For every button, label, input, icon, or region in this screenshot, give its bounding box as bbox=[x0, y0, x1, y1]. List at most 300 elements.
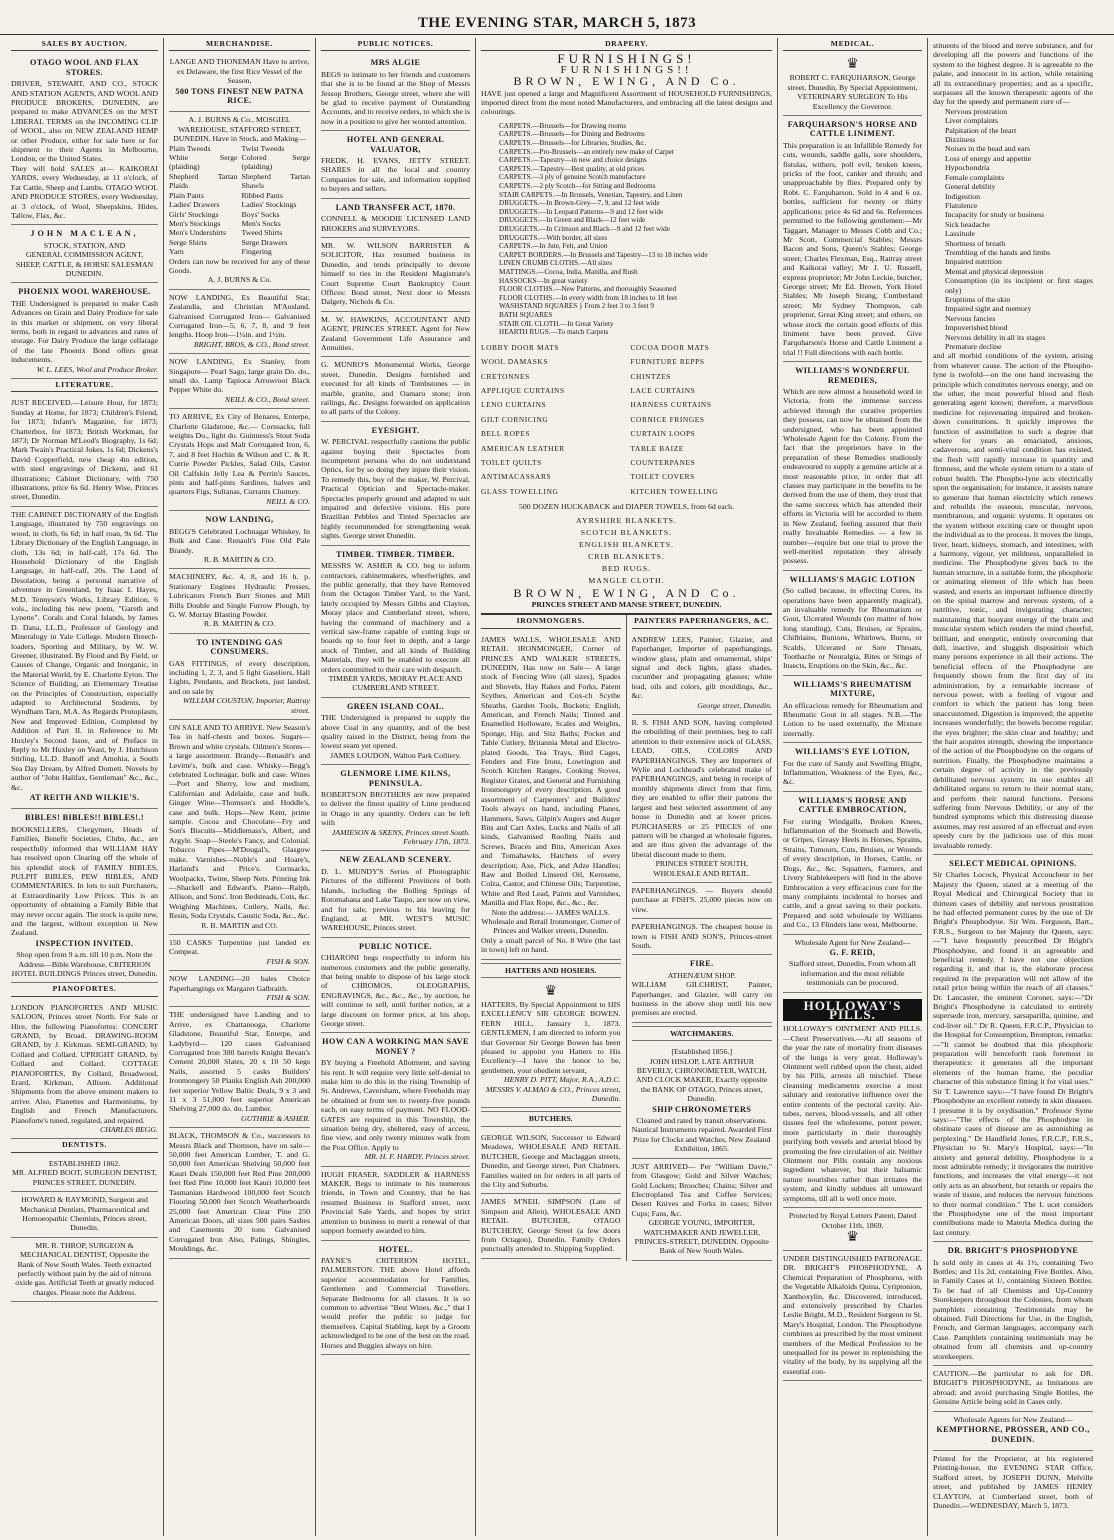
ad-body: CONNELL & MOODIE LICENSED LAND BROKERS and SURVEYORS. bbox=[321, 214, 470, 233]
ad-title: DR. BRIGHT'S PHOSPHODYNE bbox=[947, 1246, 1079, 1256]
ad-title: WILLIAMS'S MAGIC LOTION bbox=[789, 574, 916, 584]
ad-body: 150 CASKS Turpentine just landed ex Compeat. bbox=[169, 937, 310, 957]
ad-cabinet-dictionary bbox=[11, 507, 158, 810]
ad-line: 500 DOZEN HUCKABACK and DIAPER TOWELS, from 6d each. bbox=[519, 502, 734, 512]
ailments-list bbox=[945, 107, 1093, 352]
list-item: DRUGGETS.—In Green and Black—12 feet wide bbox=[499, 216, 646, 225]
list-item: Yarn bbox=[169, 247, 184, 257]
ad-signature: WILLIAM COUSTON, Importer, Rattray street. bbox=[183, 696, 310, 715]
section-medical: MEDICAL. bbox=[783, 38, 922, 51]
list-item: TOILET COVERS bbox=[630, 472, 695, 482]
column-4-5 bbox=[476, 38, 778, 1536]
ad-fish-and-son bbox=[632, 715, 773, 883]
list-item: Dizziness bbox=[945, 135, 976, 145]
list-item: BELL ROPES bbox=[481, 429, 531, 439]
list-item: Impaired sight and memory bbox=[945, 304, 1032, 314]
ad-signature: GEORGE YOUNG, IMPORTER, WATCHMAKER AND JEWELLER, PRINCES-STREET, DUNEDIN. Opposite Bank of New South Wales. bbox=[634, 1218, 769, 1256]
list-item: Mental and physical depression bbox=[945, 266, 1044, 276]
ad-line: DUNEDIN. bbox=[65, 268, 104, 278]
ad-black-thomson bbox=[169, 1128, 310, 1258]
ad-body: LANGE AND THONEMAN Have to arrive, ex Delaware, the first Rice Vessel of the Season, bbox=[169, 57, 310, 86]
list-item: Colored Serge (plaiding) bbox=[241, 153, 310, 172]
ad-body: They will hold SALES at— KAIKORAI YARDS, every Wednesday, at 11 o'clock, of Fat Cattle, Sheep and Lambs. OTAGO WOOL AND PRODUCE STORES, every Wednesday, at 3 o'clock, of Wool, Sheepskins, Hides, Tallow, Flax, &c. bbox=[11, 163, 158, 220]
ad-george-young bbox=[632, 1159, 773, 1261]
ad-body: MACHINERY, &c. 4, 8, and 16 h. p. Stationary Engines Hydraulic Presses, Lubricators French Burr Stones and Mill Bills Double and Single Furrow Plough, by G. W. Murray Blasting Powder. bbox=[169, 572, 310, 619]
royal-crest-icon: ♛ bbox=[846, 1229, 859, 1245]
ad-beggs-whiskey bbox=[169, 511, 310, 569]
list-item: Nervous prostration bbox=[945, 106, 1008, 116]
list-item: CORNICE FRINGES bbox=[630, 414, 705, 424]
ad-just-received bbox=[11, 395, 158, 506]
ad-signature: BRIGHT, BROS, & CO., Bond street. bbox=[193, 339, 310, 349]
list-item: ENGLISH BLANKETS. bbox=[579, 539, 674, 549]
list-item: Shepherd Tartan Plaids bbox=[169, 171, 238, 191]
list-item: FLOOR CLOTHS.—In every width from 18 inches to 18 feet bbox=[499, 293, 678, 302]
list-item: Men's Socks bbox=[241, 218, 281, 228]
ad-title: HOTEL. bbox=[378, 1244, 413, 1254]
ad-machinery bbox=[169, 569, 310, 633]
ad-title: OTAGO WOOL AND FLAX STORES. bbox=[30, 58, 139, 77]
list-item: TOILET QUILTS bbox=[481, 457, 542, 467]
ad-title: HOW CAN A WORKING MAN SAVE MONEY ? bbox=[322, 1037, 469, 1056]
ad-james-walls bbox=[481, 632, 621, 960]
ad-hawkins bbox=[321, 312, 470, 358]
list-item: WOOL DAMASKS bbox=[481, 357, 549, 367]
ad-now-landing-neill bbox=[169, 354, 310, 409]
column-7 bbox=[928, 38, 1098, 1536]
ad-body: For the cure of Sandy and Swelling Blight, Inflammation, Weakness of the Eyes, &c., &c. bbox=[783, 758, 922, 787]
list-item: Female complaints bbox=[945, 172, 1005, 182]
list-item: TABLE BAIZE bbox=[630, 443, 684, 453]
list-item: Ladies' Stockings bbox=[241, 200, 297, 210]
list-item: CARPET BORDERS.—In Brussels and Tapestry—13 to 18 inches wide bbox=[499, 250, 708, 259]
list-item: CARPETS.—Brussels—for Libraries, Studies, &c. bbox=[499, 139, 647, 148]
list-item: GILT CORNICING bbox=[481, 414, 549, 424]
ad-paperhangings-1 bbox=[632, 883, 773, 919]
list-item: Hypochondria bbox=[945, 163, 990, 173]
list-item: MATTINGS.—Cocoa, India, Manilla, and Rush bbox=[499, 267, 638, 276]
ad-now-landing-bright bbox=[169, 290, 310, 354]
ad-body: Shop open from 9 a.m. till 10 p.m. Note the Address—Bible Warehouse, CRITERION HOTEL BUILDINGS Princes street, Dunedin. bbox=[11, 950, 158, 978]
list-item: LACE CURTAINS bbox=[630, 385, 696, 395]
list-item: Trembling of the hands and limbs bbox=[945, 247, 1051, 257]
list-item: FLOOR CLOTHS.—New Patterns, and thoroughly Seasoned bbox=[499, 285, 677, 294]
section-literature: LITERATURE. bbox=[11, 379, 158, 392]
ad-title: WILLIAMS'S WONDERFUL REMEDIES, bbox=[795, 366, 910, 385]
ad-title: PUBLIC NOTICE. bbox=[359, 941, 432, 951]
ad-body: THE CABINET DICTIONARY of the English Language, illustrated by 750 engravings on wood, in cloth, 6s 6d; in half roan, 9s 6d. The Library Dictionary of the English Language, in cloth, 13s 6d; in half-calf, 17s 6d. The Household Dictionary of the English Language, in half-calf, 20s. The Land of Desolation, being a personal narrative of adventure in Greenland, by Isaac I. Hayes, M.D. Tennyson's Works, Library Edition, 6 vols., including his new poem, "Gareth and Lynette". Corals and Coral Islands, by James D. Dana, LL.D., Professor of Geology and Mineralogy in Yale College. Modern Breech-loaders, Sporting and Military, by W. W. Greener, illustrated. By Flood and By Field, or Causes of Change, Organic and Inorganic, in the Material World, by E. Charlotte Eyton. The Science of Building, an Elementary Treatise on the Principles of Construction, especially adapted to Architectural Students, by Wyndham Tarn, M.A. As Regards Protoplasm, New and Improved Edition, Completed by Addition of Part II. in Reference to Mr Huxley's Second Issue, and of Preface in Reply to Mr Huxley on Yeast, by J. Hutchison Stirling, LL.D. Banoff and Amohia, a South Sea Day Dream, by Alfred Domett. Novels by author of "John Halifax, Gentleman" &c., &c., &c. bbox=[11, 509, 159, 792]
list-item: WASHSTAND SQUARES } From 2 feet 3 to 3 feet 9 bbox=[499, 302, 654, 311]
ad-title: KEMPTHORNE, PROSSER, AND CO., DUNEDIN. bbox=[936, 1425, 1090, 1444]
ad-title: SELECT MEDICAL OPINIONS. bbox=[949, 858, 1077, 868]
holloways-logo: HOLLOWAY'S PILLS. bbox=[783, 999, 922, 1022]
section-butchers: BUTCHERS. bbox=[481, 1111, 621, 1126]
ad-mrs-algie bbox=[321, 54, 470, 131]
ad-holloways bbox=[783, 993, 922, 1209]
ad-guthrie-asher bbox=[169, 1007, 310, 1128]
ad-signature: CHARLES BEGG. bbox=[99, 1125, 158, 1135]
ad-body: MR. ALFRED BOOT, SURGEON DENTIST, PRINCES STREET, DUNEDIN. bbox=[11, 1168, 158, 1187]
list-item: CARPETS.—Brussels—for Dining and Bedrooms bbox=[499, 130, 645, 139]
ad-body: CHIARONI begs respectfully to inform his numerous customers and the public generally, that being unable to dispose of his large stock of CHROMOS, OLEOGRAPHS, ENGRAVINGS, &c., &c., &c., by auction, he will continue to sell, until further notice, at a large discount on former price, at his shop, George street. bbox=[321, 953, 470, 1028]
ad-title: NEW ZEALAND SCENERY. bbox=[339, 855, 452, 865]
list-item: CARPETS.—Tapestry—in new and choice designs bbox=[499, 156, 647, 165]
list-item: DRUGGETS.—In Leopard Patterns—9 and 12 feet wide bbox=[499, 207, 664, 216]
ad-signature: R. B. MARTIN and CO. bbox=[201, 920, 278, 930]
ad-fire-gilchrist bbox=[632, 955, 773, 1022]
list-item: Sick headache bbox=[945, 219, 990, 229]
ad-title: FIRE. bbox=[689, 959, 714, 969]
goods-list bbox=[169, 144, 310, 257]
list-item: Nervous fancies bbox=[945, 313, 996, 323]
list-item: Palpitation of the heart bbox=[945, 125, 1017, 135]
ad-timber bbox=[321, 546, 470, 698]
list-item: GLASS TOWELLING bbox=[481, 486, 559, 496]
list-item: Men's Undershirts bbox=[169, 228, 227, 238]
ad-medical-opinions bbox=[933, 855, 1093, 1242]
list-item: AYRSHIRE BLANKETS. bbox=[576, 515, 677, 525]
list-item: SCOTCH BLANKETS. bbox=[580, 527, 673, 537]
list-item: DRUGGETS.—With border, all sizes bbox=[499, 233, 608, 242]
ad-munro-monumental bbox=[321, 357, 470, 421]
ad-title: GREEN ISLAND COAL. bbox=[346, 701, 445, 711]
ad-signature: GUTHRIE & ASHER. bbox=[241, 1113, 310, 1123]
ad-signature: NEILL & CO., Bond street. bbox=[224, 394, 310, 404]
ad-firm-name: BROWN, EWING, AND Co. bbox=[513, 585, 740, 600]
list-item: Serge Drawers bbox=[241, 237, 288, 247]
list-item: Shepherd Tartan Shawls bbox=[241, 171, 310, 191]
ad-body: HOWARD & RAYMOND, Surgeon and Mechanical Dentists, Pharmaceutical and Homoeopathic Chemists, Princes street, Dunedin. bbox=[19, 1195, 150, 1233]
list-item: Men's Stockings bbox=[169, 218, 221, 228]
list-item: COUNTERPANES bbox=[630, 457, 696, 467]
ad-hotel-valuator bbox=[321, 131, 470, 198]
list-item: APPLIQUE CURTAINS bbox=[481, 385, 565, 395]
ad-title: GLENMORE LIME KILNS, PENINSULA. bbox=[340, 769, 451, 788]
ad-signature: George street, Dunedin. bbox=[697, 700, 772, 710]
section-ironmongers: IRONMONGERS. bbox=[481, 615, 621, 628]
ad-body: W. PERCIVAL respectfully cautions the public against buying their Spectacles from incompetent persons who do not understand Optics, for by so doing they injure their vision. To remedy this, buy of the maker, W. Percival, Practical Optician and Spectacle-maker. Spectacles properly ground and adapted to suit impaired and defective visions. His pure Brazilian Pebbles and Tinted Spectacles are highly recommended for strengthening weak sights. George street Dunedin. bbox=[321, 437, 470, 541]
ad-title: HOTEL AND GENERAL VALUATOR, bbox=[346, 135, 445, 154]
ad-line: ESTABLISHED 1862. bbox=[48, 1158, 121, 1168]
ad-body: (So called because, in effecting Cures, its operations have been apparently magical), an invaluable remedy for Rheumatism or Gout, Ulcerated Wounds (no matter of how long standing), Cuts, Bruises, or Sprains, Chilblains, Bunions, Whitlows, Burns, or Scalds, Ulcerated or Sore Throats, Toothache or Neuralgia, Bites or Stings of Insects, Eruptions on the Skin, &c., &c. bbox=[783, 586, 922, 671]
ad-body: WILLIAM GILCHRIST, Painter, Paperhanger, and Glazier, will carry on business in the above shop until his new premises are erected. bbox=[631, 980, 772, 1018]
ad-signature: AT REITH AND WILKIE'S. bbox=[29, 793, 140, 803]
list-item: Premature decline bbox=[945, 342, 1002, 351]
list-item: Girls' Stockings bbox=[169, 209, 219, 219]
royal-crest-icon: ♛ bbox=[544, 984, 558, 999]
ad-land-transfer bbox=[321, 199, 470, 238]
ad-signature: JAMIESON & SKENS, Princes street South. February 17th, 1873. bbox=[331, 827, 470, 847]
ad-paperhangings-fish bbox=[169, 971, 310, 1007]
list-item: Nervous debility in all its stages bbox=[945, 332, 1046, 342]
ad-line: STOCK, STATION, AND bbox=[43, 240, 126, 250]
ad-rheumatism-mixture bbox=[783, 676, 922, 743]
ad-title: EYESIGHT. bbox=[371, 425, 420, 435]
ad-body: NOW LANDING—20 bales Choice Paperhangings ex Margaret Galbraith. bbox=[169, 974, 310, 993]
ad-body: THE Undersigned is prepared to make Cash Advances on Grain and Dairy Produce for sale in this market or shipment, on very liberal terms, both in regard to advances and rates of storage. For Dairy Produce the large cellarage of the late Phoenix Bond offers great inducements. bbox=[11, 298, 158, 365]
ad-to-arrive-neill bbox=[169, 409, 310, 511]
list-item: Lassitude bbox=[945, 229, 975, 239]
list-item: HASSOCKS—In great variety bbox=[499, 276, 588, 285]
ad-horse-embrocation bbox=[783, 792, 922, 935]
ad-body: Which are now almost a household word in Victoria, from the immense success achieved through the curative properties they possess, can now be obtained from the undersigned, who has been appointed Wholesale Agent for the Colony. From the fact that the proprietors have in the preparation of these Remedies studiously endeavoured to supply a genuine article at a most reasonable price, in order that all classes may participate in the benefits to be derived from the use of them, they trust that the same success which has attended their efforts in Victoria will be accorded to them in New Zealand, feeling assured that their really Invaluable Remedies — a few in number—require but one trial to prove the well-merited reputation they already possess. bbox=[783, 387, 922, 566]
blanket-lines bbox=[481, 515, 772, 587]
list-item: BATH SQUARES bbox=[499, 310, 553, 319]
column-4 bbox=[476, 615, 627, 1260]
ad-heading: FURNISHINGS! bbox=[557, 51, 696, 67]
ad-howard-raymond bbox=[11, 1192, 158, 1238]
section-dentists: DENTISTS. bbox=[11, 1139, 158, 1152]
carpet-list bbox=[499, 122, 772, 337]
list-item: Eruptions of the skin bbox=[945, 294, 1011, 304]
ad-john-hislop bbox=[632, 1044, 773, 1158]
list-item: LOBBY DOOR MATS bbox=[481, 342, 560, 352]
ad-magic-lotion bbox=[783, 571, 922, 676]
ad-body: ROBERTSON BROTHERS are now prepared to deliver the finest quality of Lime produced in Otago in any quantity. Orders can be left with bbox=[321, 790, 470, 828]
ad-signature: HENRY D. PITT, Major, R.A., A.D.C. MESSRS V. ALMAO & CO., Princes street, Dunedin. bbox=[485, 1075, 621, 1104]
ad-title: FARQUHARSON'S HORSE AND CATTLE LINIMENT. bbox=[787, 120, 918, 139]
section-public-notices: PUBLIC NOTICES. bbox=[321, 38, 470, 51]
column-5 bbox=[627, 615, 778, 1260]
list-item: General debility bbox=[945, 182, 996, 192]
ad-body: Cleaned and rated by transit observations. Nautical Instruments repaired. Awarded First Prize for Clocks and Watches, New Zealand Exhibition, 1865. bbox=[631, 1116, 772, 1154]
ad-title: LAND TRANSFER ACT, 1870. bbox=[335, 202, 456, 212]
list-item: CARPETS.—Tapestry—Best quality, at old prices bbox=[499, 164, 645, 173]
ad-body: NOW LANDING, Ex Beautiful Star, Zealandia, and Christian M'Ausland. Galvanised Corrugated Iron— Galvanised Corrugated Iron—5, 6, 7, 8, and 9 feet lengths. Hoop Iron—1¼in. and 1½in. bbox=[169, 292, 310, 340]
ad-title: WILLIAMS'S RHEUMATISM MIXTURE, bbox=[793, 679, 912, 699]
list-item: MANGLE CLOTH. bbox=[588, 575, 665, 585]
ad-firm-name: BROWN, EWING, AND Co. bbox=[513, 74, 740, 89]
list-item: AMERICAN LEATHER bbox=[481, 443, 565, 453]
ad-title: BIBLES! BIBLES!! BIBLES!.! bbox=[25, 813, 144, 823]
ad-alfred-boot bbox=[11, 1156, 158, 1192]
ad-body: ON SALE AND TO ARRIVE. New Season's Tea in half-chests and boxes. Sugars—Brown and white crystals. Oilmen's Stores—a large assortment. Brandy—Renault's and Levitte's, bulk and case. Whisky—Begg's celebrated Lochnagar, bulk and case. Wines—Port and Sherry, low and medium, Californian and Adelaide, case and bulk. Ginger Wine—Thomson's and Hoddle's, case and bulk. Hops—New Kent, prime sample. Cocoa and Chocolate—Fry and Son's Biscuits—Middlemass's, Albert, and Argyle. Soap—Steele's Fancy, and Colonial. Tobacco Pipes—M'Dougal's, Glasgow make. Varnishes—Noble's and Hoare's, Harland's and Price's. Cornsacks, Woolpacks, Twine, Sheep Nets. Printing Ink—Shackell and Edward's. Piano—Ralph, Allison, and Sons'. Iron Bedsteads, Cots, &c. Weighing Machines, Cutlery, Nails, &c. Resin, Soda Crystals, Caustic Soda, &c., &c. bbox=[169, 723, 310, 921]
list-item: Liver complaints bbox=[945, 116, 999, 126]
ad-body: MESSRS W. ASHER & CO. beg to inform contractors, cabinetmakers, wheelwrights, and the public generally, that they have Removed from the Octagon Timber Yard, to the Yard, lately occupied by Messrs Gibbs and Clayton, Moray place and Cumberland street, where, having the command of machinery and a vertical saw-frame capable of cutting logs or boards up to four feet in depth, and a large stock of Timber, and all kinds of Building Materials, they will be enabled to execute all orders committed to their care with despatch. bbox=[321, 561, 470, 674]
list-item: CRETONNES bbox=[481, 371, 530, 381]
ad-body: BOOKSELLERS, Clergymen, Heads of Families, Benefit Societies, Clubs, &c., are respectfully informed that WILLIAM HAY has resolved upon Clearing off the whole of his splendid stock of FAMILY BIBLES, PULPIT BIBLES, PEW BIBLES, AND COMMENTARIES. In lots to suit Purchasers, at Extraordinarily Low Prices. This is an opportunity of obtaining a Family Bible that may never occur again. The stock is quite new, and the largest, without exception in New Zealand. bbox=[11, 824, 158, 938]
list-item: CRIB BLANKETS. bbox=[588, 551, 665, 561]
ad-wilson-barrister bbox=[321, 238, 470, 312]
list-item: KITCHEN TOWELLING bbox=[630, 486, 719, 496]
list-item: LINEN CRUMB CLOTHS.—All sizes bbox=[499, 259, 613, 268]
ad-farquharson-liniment bbox=[783, 116, 922, 362]
ad-body: HOLLOWAY'S OINTMENT AND PILLS.—Chest Preservatives.—At all seasons of the year the rate of mortality from diseases of the lungs is very great. Holloway's Ointment well rubbed upon the chest, aided by his Pills, arrests all mischief. These cleansing medicaments exercise a most salutary and restorative influence over the entire contents of the pectoral cavity. Air-tubes, nerves, blood-vessels, and all other tissues feel the wholesome, potent power, more particularly in their thoroughly purifying both vessels and arterial blood by promoting the free circulation of air. Neither Ointment nor Pills contain any noxious ingredient whatever, but their balsamic nature nourishes rather than irritates the system, and kindly subdues all untoward symptoms, till all is well once more. bbox=[783, 1024, 922, 1203]
ad-royal-patent bbox=[783, 1208, 922, 1251]
ad-signature: Note the address:— JAMES WALLS. Wholesale and Retail Ironmonger, Corner of Princes and Walker streets, Dunedin. bbox=[481, 907, 621, 936]
list-item: Plain Pants bbox=[169, 190, 204, 200]
list-item: White Serge (plaiding) bbox=[169, 153, 238, 172]
ad-body: JOHN HISLOP, LATE ARTHUR BEVERLY, CHRONOMETER, WATCH, AND CLOCK MAKER, Exactly opposite the BANK OF OTAGO, Princes street, Dunedin. bbox=[636, 1056, 768, 1104]
ad-phoenix-wool bbox=[11, 283, 158, 379]
ad-otago-wool-stores bbox=[11, 54, 158, 225]
ad-body: Sir Charles Locock, Physical Accoucheur to her Majesty the Queen, stated at a meeting of the Royal Medical and Chirurgical Society that in thirteen cases of debility and nervous prostration he had effected permanent cures by the use of Dr Bright's Phosphodyne. Sir Wm. Ferguson, Bart., F.R.S., Surgeon to her Majesty the Queen, says:—"I have frequently prescribed Dr Bright's Phosphodyne, and found it an agreeable and beneficial remedy. I have not one objection regarding it, and that is, the elaborate process required in the preparation will not allow of the retail price being within the reach of all classes." Dr. Lancaster, the eminent Coroner, says:—"Dr Bright's Phosphodyne is calculated to entirely supersede iron, mercury, sarsaparilla, quinine, and cod-liver oil." Dr R. Queen, F.R.C.P., Physician to the Hospital for Consumption, Brompton, remarks:—"It cannot be doubted that this phosphoric preparation will henceforth rank foremost in therapeutics: it generates all the important elements of the human frame, the peculiar character of this substance fitting it for vital uses." Sir T. Lawrence says:—"I have found Dr Bright's Phosphodyne an excellent remedy in skin diseases. I presume it is by oxydisation." Professor Syme says:—"The effects of the Phosphodyne in obstinate cases of disease are as astonishing as perplexing." Dr Handfield Jones, F.R.C.P., F.R.S., Physician to St. Mary's Hospital, says:—"In anxiety and general debility, Phosphodyne is a most admirable remedy; it invigorates the nutritive functions, and increases the vital energy—it not only acts as an absorbent, but retards or repairs the waste of tissue, and reduces the nervous functions to their normal condition." The L ucet considers the Phosphodyne one of the most important contributions made to Materia Medica during the last century. bbox=[933, 870, 1093, 1237]
section-merchandise: MERCHANDISE. bbox=[169, 38, 310, 51]
ad-on-sale-martin bbox=[169, 720, 310, 935]
ad-gf-reid bbox=[783, 935, 922, 993]
list-item: STAIR CARPETS.—In Brussels, Venetian, Tapestry, and Linen bbox=[499, 190, 683, 199]
ad-paperhangings-2 bbox=[632, 919, 773, 955]
ad-signature: W. L. LEES, Wool and Produce Broker. bbox=[36, 364, 158, 374]
ad-hatters bbox=[481, 981, 621, 1108]
ad-line: Wholesale Agents for New Zealand— bbox=[953, 1414, 1073, 1424]
ad-signature: FISH & SON. bbox=[266, 992, 310, 1002]
ad-title: TO INTENDING GAS CONSUMERS. bbox=[196, 637, 283, 657]
list-item: CARPETS.—In Jute, Felt, and Union bbox=[499, 242, 608, 251]
ad-signature: MR. H. F. HARDY, Princes street. bbox=[364, 1152, 470, 1162]
list-item: STAIR OIL CLOTH.—In Great Variety bbox=[499, 319, 614, 328]
ad-title: G. F. REID, bbox=[829, 947, 876, 957]
drapery-block bbox=[476, 38, 777, 615]
ad-lange-thoneman bbox=[169, 54, 310, 112]
ad-throp bbox=[11, 1238, 158, 1302]
ad-body: MR. R. THROP, SURGEON & MECHANICAL DENTIST, Opposite the Bank of New South Wales. Teeth extracted perfectly without pain by the aid of nitrous oxide gas. Artificial Teeth at greatly reduced charges. Please note the Address. bbox=[15, 1240, 154, 1297]
ad-body: HATTERS, By Special Appointment to HIS EXCELLENCY SIR GEORGE BOWEN. FERN HILL, January 1, 1873. GENTLEMEN, I am directed to inform you that Governor Sir George Bowen has been pleased to appoint you Hatters to His Excellency—I have the honor to be, gentlemen, your obedient servant, bbox=[481, 1000, 621, 1075]
ad-heading: FURNISHINGS!! bbox=[560, 63, 693, 76]
ad-james-simpson bbox=[481, 1194, 621, 1258]
list-item: CARPETS.—Brussels—for Drawing rooms bbox=[499, 121, 627, 130]
ad-body: ANDREW LEES, Painter, Glazier, and Paperhanger, Importer of paperhangings, window glass, plain and ornamental, ships' signal and deck lights, glass shades, cucumber and propagating glasses; white lead, oils and colors, gilt mouldings, &c., &c. bbox=[631, 634, 772, 701]
ad-body: PAPERHANGINGS. The cheapest house in town is FISH AND SON'S, Princes-street South. bbox=[631, 922, 772, 950]
ad-signature: JAMES LOUDON, Walton Park Colliery. bbox=[330, 750, 461, 760]
goods-list-right bbox=[242, 144, 311, 257]
ad-body: An efficacious remedy for Rheumatism and Rheumatic Gout in all stages. N.B.—The Lotion to be used externally, the Mixture internally. bbox=[783, 700, 922, 738]
list-item: Indigestion bbox=[945, 191, 981, 201]
ad-body: CAUTION.—Be particular to ask for DR. BRIGHT'S PHOSPHODYNE, as Imitations are abroad; and avoid purchasing Single Bottles, the Genuine Article being sold in Cases only. bbox=[933, 1369, 1093, 1407]
list-item: Tweed Shirts bbox=[241, 228, 283, 238]
ad-body: Stafford street, Dunedin, From whom all information and the most reliable testimonials can be procured. bbox=[789, 959, 916, 988]
ad-body: G. MUNRO'S Monumental Works, George street, Dunedin. Designs furnished and executed for all kinds of Tombstones — in marble, granite, and Oamaru stone; iron railings, &c. Designs forwarded on application to all parts of the Colony. bbox=[321, 360, 470, 417]
ad-glenmore-lime bbox=[321, 765, 470, 851]
ad-body: PAPERHANGINGS. — Buyers should purchase at FISH'S. 25,000 pieces now on view. bbox=[631, 885, 772, 914]
ad-body: THE Undersigned is prepared to supply the above Coal in any quantity, and of the best quality raised in the District, being from the lowest seam yet opened. bbox=[321, 713, 470, 751]
ad-body: UNDER DISTINGUISHED PATRONAGE. DR. BRIGHT'S PHOSPHODYNE, A Chemical Preparation of Phosphorus, with the Vegetable Alkaloids Quina, Cyriptonion, Xanthoxylin, &c. Discovered, introduced, and extensively prescribed by Charles Leslie Bright, M.D., Resident Surgeon to St. Mary's Hospital, London. The Phosphodyne combines as prescribed by the most eminent members of the Medical Profession to be unequalled for its power in replenishing the vitality of the body, by its supplying all the essential con- bbox=[783, 1253, 922, 1376]
ad-body: This preparation is an Infallible Remedy for cuts, wounds, saddle galls, sore shoulders, fistulas, withers, poll evil, broken knees, pricks of the foot, canker and thrush; and unapproachable by flies. Prepared only by Robt. C. Farquharson. Sold in 4 and 6 oz. bottles, sufficient for twenty or thirty applications; price 4s 6d and 6s. References permitted to the following gentlemen:—Mr Taggart, Manager to Messrs Cobb and Co.; Mr Scott, Commercial Stables; Messrs Bacon and Sons, Queen's Stables; George street; Charles Flexman, Esq., Rattray street and Kaikorai valley; Mr J. U. Russell, express proprietor; Mr John Leckie, butcher, George street; Mr Ed. Brown, York Hotel Stables; Mr Joseph Strang, Cumberland street; Mr Sydney Thompson, cab proprietor, Great King street; and others, on whose stock the certain good effects of this liniment have been proved. Give Farquharson's Horse and Cattle Liniment a trial !! Full directions with each bottle. bbox=[783, 140, 922, 357]
ad-turpentine bbox=[169, 935, 310, 971]
list-item: Noises in the head and ears bbox=[945, 144, 1031, 154]
section-pianofortes: PIANOFORTES. bbox=[11, 983, 158, 996]
columns bbox=[6, 38, 1108, 1536]
list-item: Impaired nutrition bbox=[945, 257, 1002, 267]
list-item: LENO CURTAINS bbox=[481, 400, 547, 410]
ad-phosphodyne-cont bbox=[933, 38, 1093, 855]
goods-list-left bbox=[169, 144, 238, 257]
ad-signature: NEILL & CO. bbox=[266, 496, 310, 506]
ad-andrew-lees bbox=[632, 632, 773, 715]
ad-line: SHEEP, CATTLE, & HORSE SALESMAN bbox=[15, 259, 154, 269]
section-drapery: DRAPERY. bbox=[481, 38, 772, 51]
ad-signature: R. B. MARTIN & CO. bbox=[203, 619, 276, 629]
ad-body: JUST ARRIVED— Per "William Davie," from Glasgow; Gold and Silver Watches; Gold Lockets; Brooches; Chains; Silver and Electroplated Tea and Coffee Services; Desert Knives and Forks in cases; Silver Cups; Fans, &c. bbox=[631, 1161, 772, 1218]
ad-bibles bbox=[11, 809, 158, 983]
list-item: Impoverished blood bbox=[945, 323, 1008, 333]
ad-body: M. W. HAWKINS, ACCOUNTANT AND AGENT, PRINCES STREET. Agent for New Zealand Government Life Assurance and Annuities. bbox=[321, 314, 470, 352]
ad-body: Protected by Royal Letters Patent, Dated October 11th, 1869. bbox=[788, 1211, 917, 1230]
lower-split bbox=[476, 615, 777, 1260]
ad-eyesight bbox=[321, 422, 470, 546]
ad-body: Is sold only in cases at 4s 1½, containing Two Bottles; and 11s 2d, containing Five Bottles. Also, in Family Cases at 1/, containing Sixteen Bottles. To be had of all Chemists and Up-Country Storekeepers throughout the Colonies, from whom pamphlets containing Testimonials may be obtained. Full Directions for Use, in the English, French, and German languages, accompany each Case. Pamphlets containing testimonials may be obtained from all chemists and up-country storekeepers. bbox=[933, 1257, 1093, 1361]
section-hatters: HATTERS AND HOSIERS. bbox=[481, 963, 621, 978]
masthead: THE EVENING STAR, MARCH 5, 1873 bbox=[0, 12, 1114, 35]
ad-green-island-coal bbox=[321, 698, 470, 765]
list-item: Shortness of breath bbox=[945, 238, 1006, 248]
ad-body: BLACK, THOMSON & Co., successors to Messrs Black and Thomson, have on sale— 50,000 feet American Lumber, T. and G. 50,000 feet American Shelving 50,000 feet Kauri Deals 150,000 feet Red Pine 200,000 feet Red Pine 10,000 feet Kauri 10,000 feet Tasmanian Hardwood 100,000 feet Scotch Flooring 50,000 feet Scotch Weatherboards 25,000 feet American Clear Pine 250 American Doors, all sizes 500 pairs Sashes and Casements 20 tons Galvanised Corrugated Iron Also, Palings, Shingles, Mouldings, &c. bbox=[169, 1131, 310, 1254]
ad-signature: R. B. MARTIN & CO. bbox=[203, 554, 276, 564]
ad-signature: PRINCES STREET SOUTH, WHOLESALE AND RETAIL. bbox=[653, 859, 751, 878]
ad-title: JOHN MACLEAN, bbox=[30, 229, 139, 239]
ad-body: JAMES M'NEIL SIMPSON (Late of Simpson and Allen), WHOLESALE AND RETAIL BUTCHER, OTAGO BUTCHERY, George Street (a few doors from Octagon), Dunedin. Family Orders punctually attended to. Shipping Supplied. bbox=[481, 1197, 621, 1254]
column-2 bbox=[164, 38, 316, 1536]
column-3 bbox=[316, 38, 476, 1536]
list-item: ANTIMACASSARS bbox=[481, 472, 552, 482]
ad-body: FREDK. H. EVANS, JETTY STREET. SHARES in all the local and country Companies for sale, and information supplied to buyers and sellers. bbox=[321, 156, 470, 194]
list-item: BED RUGS. bbox=[601, 563, 652, 573]
list-item: CURTAIN LOOPS bbox=[630, 429, 696, 439]
ad-body: R. S. FISH AND SON, having completed the rebuilding of their premises, beg to call attention to their extensive stock of GLASS, LEAD, OILS, COLORS AND PAPERHANGINGS. They are Importers of Wylie and Lochhead's celebrated make of PAPERHANGINGS, and being in receipt of monthly shipments direct from that firm, they are enabled to offer their patrons the largest and best selected assortment of any house in Dunedin and at lower prices. PURCHASERS or 25 PIECES of one pattern will be charged at wholesale figures, and are thus given the advantage of the liberal discount made to them. bbox=[631, 718, 772, 859]
ad-line: 500 TONS FINEST NEW PATNA RICE. bbox=[175, 86, 304, 106]
ad-title: PHOENIX WOOL WAREHOUSE. bbox=[18, 287, 151, 297]
ad-body: TO ARRIVE, Ex City of Benares, Enterpe, Charlotte Gladstone, &c.— Cornsacks, full weights Do., light do. Guinness's Stout Soda Crystals Hops and Malt Corrugated Iron, 6, 7, and 8 feet Hochin & Wilson and C. & R. Currie Powder Pickles, Salad Oils, Castor Oil Calfskin Jelly Lea & Perrin's Sauces, pints and half-pints Sardines, halves and quarters Figs, Sultanas, Currants Chutney. bbox=[169, 412, 310, 497]
list-item: Fingering bbox=[241, 247, 272, 257]
ad-body: DRIVER, STEWART, AND CO., STOCK AND STATION AGENTS, AND WOOL AND PRODUCE BROKERS, DUNEDIN, are prepared to make ADVANCES on the M'ST LIBERAL TERMS on the INCOMING CLIP of WOOL, also on NEW ZEALAND HEMP or other Produce, either for sale here or for shipment to their Agents in Melbourne, London, or the United States. bbox=[11, 79, 158, 164]
ad-title: TIMBER. TIMBER. TIMBER. bbox=[336, 549, 455, 559]
ad-body: MR. W. WILSON BARRISTER & SOLICITOR, Has resumed business in Dunedin, and tends principally to devote himself to ties in the Resident Magistrate's Court Supreme Court Bankruptcy Court Offices: Bond street, Next door to Messrs Dalgety, Nichols & Co. bbox=[321, 240, 470, 307]
list-item: Loss of energy and appetite bbox=[945, 153, 1032, 163]
ad-williams-remedies bbox=[783, 362, 922, 571]
ad-body: JUST RECEIVED.—Leisure Hour, for 1873; Sunday at Home, for 1873; Children's Friend, for 1873; Infant's Magazine, for 1873; Chatterbox, for 1873; British Workman, for 1873; Dr Norman M'Leod's Biography, 1s 6d; Mark Twain's Practical Jokes, 1s 6d; Dickens's David Copperfield, new cheap 4to edition, with steel engravings of Dickens, and 61 illustrations; Cabinet Dictionary, with 750 illustrations, price 6s 6d. Henry Wise, Princes street, Dunedin. bbox=[11, 398, 158, 502]
ad-body: HUGH FRASER, SADDLER & HARNESS MAKER, Begs to intimate to his numerous friends, in Town and Country, that he has resumed Business in Stafford street, next Provincial Sale Yards, and hopes by strict attention to business to merit a renewal of that support formerly awarded to him. bbox=[321, 1169, 470, 1236]
list-item: Serge Shirts bbox=[169, 237, 207, 247]
ad-line: GENERAL COMMISSION AGENT, bbox=[25, 250, 144, 260]
list-item: DRUGGETS.—In Brown-Grey—7, 9, and 12 feet wide bbox=[499, 199, 660, 208]
list-item: HEARTH RUGS.—To match Carpets bbox=[499, 328, 609, 337]
list-item: Flatulence bbox=[945, 200, 978, 210]
ad-paynes-hotel bbox=[321, 1241, 470, 1355]
ad-body: and all morbid conditions of the system, arising from whatever cause. The action of the Phospho-lyne is twofold—on the one hand increasing the principle which constitutes nervous energy, and on the other, the most powerful blood and flesh generating agent known; therefore, a marvellous medicine for rejuvenating impaired and broken-down constitutions. It quickly improves the function of assimilation to such a degree that where for years an emaciated, anxious, cadaverous, and semi-vital condition has existed, the flesh will rapidly increase in quantity and firmness, and the whole system return to a state of robust health. The Phospho-lyne acts electrically upon the organisation; for instance, it assists nature to generate that human electricity which renews and rebuilds the osseous, muscular, nervous, membranous, and organic systems. It operates on the system without exciting care or thought upon the individual as to the process. It moves the lungs, liver, heart, kidneys, stomach, and intestines, with a harmony, vigour, yet mildness, unparalleled in medicine. The Phosphodyne gives back to the human structure, in a suitable form, the phosphoric or animating element of life which has been wasted, and exerts an important influence directly on the spinal marrow and nervous system, of a nutritive, tonic, and invigorating character; maintaining that buoyant energy of the brain and muscular system which renders the mind cheerful, brilliant, and energetic, entirely overcoming that dull, inactive, and sluggish disposition which many persons experience in all their actions. The beneficial effects of the Phosphodyne are frequently shown from the first day of its administration, by a remarkable increase of nervous power, with a feeling of vigour and comfort to which the patient has long been unaccustomed. Digestion is improved; the appetite increases wonderfully; the bowels become regular; the eyes brighter; the skin clear and healthy; and the hair acquires strength, showing the importance of the action of the Phosphodyne on the organs of nutrition. Finally, the Phosphodyne maintains a certain degree of activity in the previously debilitated nervous system; its use enables all debilitated organs to return to their normal state, and perform their natural functions. Persons suffering from Nervous Debility, or any of the hundred symptoms which this distressing disease assumes, may rest assured of an effectual and even speedy cure by the judicious use of this most invaluable remedy. bbox=[933, 351, 1093, 850]
furnishing-grid bbox=[481, 343, 772, 496]
ad-body: HAVE just opened a large and Magnificent Assortment of HOUSEHOLD FURNISHINGS, imported direct from the most noted Manufacturers, and embracing all the latest designs and colourings. bbox=[481, 88, 772, 117]
ad-body: A. J. BURNS & Co., MOSGIEL WAREHOUSE, STAFFORD STREET, DUNEDIN, Have in Stock, and Making— bbox=[173, 115, 306, 144]
list-item: CARPETS.—Pro-Brussels—an entirely new make of Carpet bbox=[499, 147, 674, 156]
list-item: CHINTZES bbox=[630, 371, 672, 381]
ad-note: Only a small parcel of No. 8 Wire (the last in town) left on hand. bbox=[481, 935, 621, 955]
list-item: Ribbed Pants bbox=[241, 190, 283, 200]
ad-title: MRS ALGIE bbox=[370, 58, 421, 68]
ad-john-maclean bbox=[11, 225, 158, 283]
column-6 bbox=[778, 38, 928, 1536]
ad-line: SHIP CHRONOMETERS bbox=[652, 1104, 752, 1114]
ad-london-pianofortes bbox=[11, 1000, 158, 1140]
list-item: CARPETS.—3 ply of genuine Scotch manufacture bbox=[499, 173, 646, 182]
ad-body: For curing Windgalls, Broken Knees, Inflammation of the Stomach and Bowels, or Gripes, Greasy Heels in Horses, Sprains, Strains, Tumours, Cuts, Bruises, or Wounds of every description, in Horses, Cattle, or Dogs, &c., &c. Squatters, Farmers, and Livery Stablekeepers will find in the above Embrocation a very efficacious cure for the many complaints incidental to horses and cattle, and a great saving to their pockets. Prepared and sold wholesale by Williams and Co., 13 Flinders lane west, Melbourne. bbox=[783, 816, 922, 930]
ad-line: INSPECTION INVITED. bbox=[35, 938, 134, 948]
ad-line: Wholesale Agent for New Zealand— bbox=[794, 937, 911, 947]
ad-phosphodyne-sale bbox=[933, 1242, 1093, 1366]
ad-body: GAS FITTINGS, of every description, including 1, 2, 3, and 5 light Gaseliers, Hall Lights, Pendants, and Brackets, just landed, and on sale by bbox=[169, 658, 310, 696]
ad-title: WILLIAMS'S EYE LOTION, bbox=[794, 747, 911, 757]
ad-address: PRINCES STREET AND MANSE STREET, DUNEDIN. bbox=[481, 600, 772, 615]
list-item: Incapacity for study or business bbox=[945, 210, 1045, 220]
ad-body: BEGS to intimate to her friends and customers that she is to be found at the Shop of Messrs Jessop Brothers, George street, where she will be glad to receive payment of Outstanding Accounts, and to receive orders, to which she is now in a position to give her wonted attention. bbox=[321, 69, 470, 126]
ad-body: Orders can now be received for any of these Goods. bbox=[169, 256, 310, 275]
list-item: COCOA DOOR MATS bbox=[630, 342, 710, 352]
ad-body: BEGG'S Celebrated Lochnagar Whiskey, In Bulk and Case. Renault's Fine Old Pale Brandy. bbox=[169, 526, 310, 555]
ad-gas-consumers bbox=[169, 634, 310, 720]
list-item: CARPETS.—2 ply Scotch—for Sitting and Bedrooms bbox=[499, 182, 656, 190]
list-item: FURNITURE REPPS bbox=[630, 357, 705, 367]
ad-kempthorne bbox=[933, 1412, 1093, 1451]
ad-body: LONDON PIANOFORTES AND MUSIC SALOON, Princes street North. For Sale or Hire, the following Pianofortes: CONCERT GRAND, by Broad. DRAWING-ROOM GRAND, by J. Kirkman. SEMI-GRAND, by Collard and Collard. UPRIGHT GRAND, by Collard and Collard. COTTAGE PIANOFORTES, By Collard, Broadwood, Erard, Kirkman, Allison. Additional Shipments from the above eminent makers to arrive. Also, Pianettes and Harmoniums, by English and French Manufacturers. Pianoforte's tuned, regulated, and repaired. bbox=[11, 1002, 158, 1125]
